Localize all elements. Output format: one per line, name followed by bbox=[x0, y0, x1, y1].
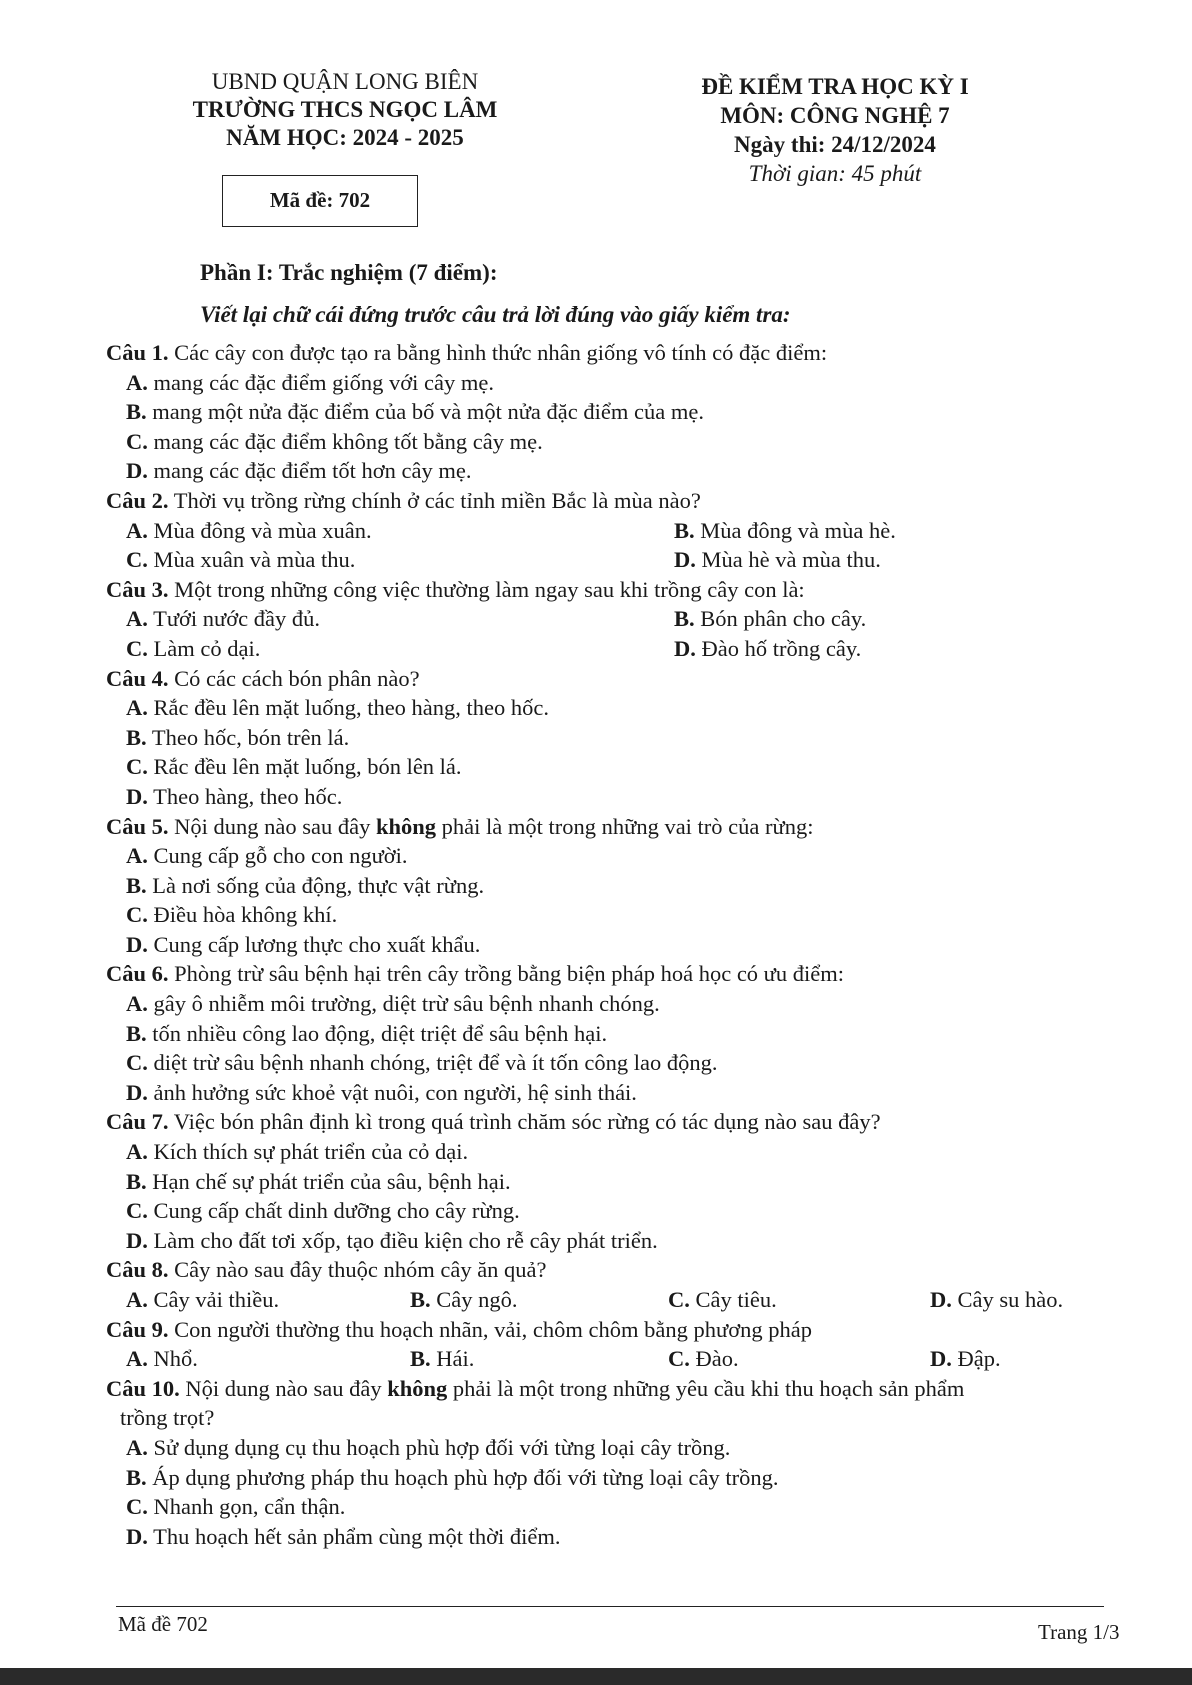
exam-subject: MÔN: CÔNG NGHỆ 7 bbox=[720, 103, 950, 128]
option-a bbox=[106, 841, 1106, 871]
option-b bbox=[106, 871, 1106, 901]
question-stem bbox=[106, 1315, 1106, 1345]
option-list bbox=[106, 1285, 1106, 1315]
option-c bbox=[106, 1196, 1106, 1226]
question-text: Thời vụ trồng rừng chính ở các tỉnh miền Bắc là mùa nào? bbox=[168, 487, 701, 513]
option-d bbox=[106, 1226, 1106, 1256]
question-stem bbox=[106, 486, 1106, 516]
option-letter: A. bbox=[126, 843, 148, 869]
option-letter: B. bbox=[126, 399, 147, 425]
option-text: Theo hàng, theo hốc. bbox=[147, 783, 343, 809]
option-text: Đào hố trồng cây. bbox=[695, 635, 862, 661]
option-d bbox=[674, 545, 1114, 575]
question-text: Một trong những công việc thường làm ngay sau khi trồng cây con là: bbox=[168, 576, 805, 602]
option-letter: C. bbox=[126, 428, 148, 454]
option-text: diệt trừ sâu bệnh nhanh chóng, triệt để và ít tốn công lao động. bbox=[147, 1050, 718, 1076]
option-letter: B. bbox=[674, 606, 695, 632]
option-a bbox=[126, 1344, 410, 1374]
option-text: Cung cấp gỗ cho con người. bbox=[147, 843, 408, 869]
option-list bbox=[106, 989, 1106, 1107]
exam-title: ĐỀ KIỂM TRA HỌC KỲ I bbox=[701, 74, 969, 99]
option-text: Áp dụng phương pháp thu hoạch phù hợp đối với từng loại cây trồng. bbox=[146, 1464, 779, 1490]
option-text: Mùa đông và mùa xuân. bbox=[147, 517, 372, 543]
option-text: Đập. bbox=[951, 1346, 1001, 1372]
option-text: mang các đặc điểm tốt hơn cây mẹ. bbox=[147, 458, 472, 484]
option-letter: D. bbox=[930, 1287, 952, 1312]
question-text: Cây nào sau đây thuộc nhóm cây ăn quả? bbox=[168, 1257, 547, 1283]
emphasis-keyword: không bbox=[375, 813, 437, 839]
option-c bbox=[106, 752, 1106, 782]
option-text: Hái. bbox=[430, 1346, 475, 1372]
option-b bbox=[106, 723, 1106, 753]
question-5 bbox=[106, 812, 1106, 960]
option-c bbox=[106, 900, 1106, 930]
question-stem bbox=[106, 1107, 1106, 1137]
question-10 bbox=[106, 1374, 1106, 1552]
option-text: Đào. bbox=[689, 1346, 739, 1372]
footer-page-number: Trang 1/3 bbox=[1038, 1620, 1120, 1644]
question-7 bbox=[106, 1107, 1106, 1255]
option-d bbox=[674, 634, 1114, 664]
option-text: ảnh hưởng sức khoẻ vật nuôi, con người, hệ sinh thái. bbox=[147, 1079, 637, 1105]
question-text: Phòng trừ sâu bệnh hại trên cây trồng bằng biện pháp hoá học có ưu điểm: bbox=[168, 961, 844, 987]
option-letter: A. bbox=[126, 695, 148, 721]
option-text: Nhanh gọn, cẩn thận. bbox=[147, 1494, 346, 1520]
emphasis-keyword: không bbox=[387, 1375, 448, 1401]
school-name: TRƯỜNG THCS NGỌC LÂM bbox=[192, 97, 498, 122]
option-list bbox=[106, 841, 1106, 959]
section-instruction: Viết lại chữ cái đứng trước câu trả lời đúng vào giấy kiểm tra: bbox=[200, 302, 791, 327]
option-c bbox=[668, 1285, 930, 1315]
question-text: Có các cách bón phân nào? bbox=[168, 665, 420, 691]
question-3 bbox=[106, 575, 1106, 664]
question-list bbox=[106, 338, 1106, 1551]
question-stem bbox=[106, 959, 1106, 989]
question-6 bbox=[106, 959, 1106, 1107]
option-a bbox=[106, 1433, 1106, 1463]
option-d bbox=[106, 456, 1106, 486]
question-number: Câu 10. bbox=[106, 1375, 180, 1401]
option-text: Theo hốc, bón trên lá. bbox=[146, 724, 350, 750]
option-letter: D. bbox=[126, 458, 148, 484]
option-letter: C. bbox=[668, 1287, 690, 1312]
option-text: mang các đặc điểm giống với cây mẹ. bbox=[147, 369, 495, 395]
option-a bbox=[106, 368, 1106, 398]
question-number: Câu 1. bbox=[106, 340, 169, 365]
footer-divider bbox=[116, 1606, 1104, 1607]
question-1 bbox=[106, 338, 1106, 486]
option-list bbox=[106, 1137, 1106, 1255]
option-b bbox=[410, 1344, 668, 1374]
option-d bbox=[930, 1285, 1110, 1315]
option-letter: C. bbox=[126, 754, 148, 780]
option-a bbox=[126, 604, 674, 634]
option-text: Cung cấp chất dinh dưỡng cho cây rừng. bbox=[147, 1198, 520, 1224]
option-text: tốn nhiều công lao động, diệt triệt để sâu bệnh hại. bbox=[146, 1020, 608, 1046]
option-letter: A. bbox=[126, 1139, 148, 1165]
question-text: Các cây con được tạo ra bằng hình thức nhân giống vô tính có đặc điểm: bbox=[168, 340, 828, 365]
option-a bbox=[126, 516, 674, 546]
option-letter: A. bbox=[126, 991, 148, 1017]
question-number: Câu 6. bbox=[106, 961, 169, 987]
option-letter: A. bbox=[126, 1346, 148, 1372]
option-letter: D. bbox=[674, 635, 696, 661]
school-header bbox=[150, 68, 540, 152]
option-text: Mùa xuân và mùa thu. bbox=[147, 547, 356, 573]
option-letter: C. bbox=[126, 635, 148, 661]
option-text: Cung cấp lương thực cho xuất khẩu. bbox=[147, 931, 481, 957]
option-letter: B. bbox=[126, 872, 147, 898]
option-letter: C. bbox=[126, 547, 148, 573]
option-text: Nhổ. bbox=[147, 1346, 198, 1372]
option-letter: D. bbox=[930, 1346, 952, 1372]
option-letter: D. bbox=[126, 783, 148, 809]
option-text: Mùa hè và mùa thu. bbox=[695, 547, 881, 573]
option-a bbox=[126, 1285, 410, 1315]
option-text: Điều hòa không khí. bbox=[147, 902, 338, 928]
option-letter: A. bbox=[126, 369, 148, 395]
exam-duration: Thời gian: 45 phút bbox=[748, 161, 922, 186]
scan-border bbox=[0, 1668, 1192, 1685]
option-d bbox=[106, 930, 1106, 960]
question-stem bbox=[106, 338, 1106, 368]
exam-date: Ngày thi: 24/12/2024 bbox=[734, 132, 936, 157]
option-text: mang một nửa đặc điểm của bố và một nửa đặc điểm của mẹ. bbox=[146, 399, 704, 425]
option-c bbox=[126, 634, 674, 664]
option-letter: D. bbox=[126, 1079, 148, 1105]
option-text: Là nơi sống của động, thực vật rừng. bbox=[146, 872, 485, 898]
question-text: Nội dung nào sau đây bbox=[168, 813, 376, 839]
option-letter: C. bbox=[126, 1494, 148, 1520]
option-letter: C. bbox=[126, 1050, 148, 1076]
option-text: Mùa đông và mùa hè. bbox=[694, 517, 896, 543]
option-d bbox=[106, 1522, 1106, 1552]
option-letter: B. bbox=[126, 1464, 147, 1490]
question-stem bbox=[106, 1374, 1106, 1404]
option-letter: C. bbox=[126, 902, 148, 928]
option-letter: B. bbox=[126, 1168, 147, 1194]
question-number: Câu 3. bbox=[106, 576, 169, 602]
question-number: Câu 8. bbox=[106, 1257, 169, 1283]
option-letter: D. bbox=[126, 931, 148, 957]
option-b bbox=[106, 1463, 1106, 1493]
option-b bbox=[106, 1167, 1106, 1197]
option-text: Cây vải thiều. bbox=[147, 1287, 280, 1312]
option-b bbox=[106, 397, 1106, 427]
option-letter: B. bbox=[674, 517, 695, 543]
question-number: Câu 9. bbox=[106, 1316, 169, 1342]
option-b bbox=[410, 1285, 668, 1315]
option-b bbox=[106, 1019, 1106, 1049]
option-b bbox=[674, 516, 1114, 546]
question-number: Câu 7. bbox=[106, 1109, 169, 1135]
option-d bbox=[930, 1344, 1110, 1374]
option-list bbox=[106, 693, 1106, 811]
question-9 bbox=[106, 1315, 1106, 1374]
option-list bbox=[106, 368, 1106, 486]
option-text: Tưới nước đầy đủ. bbox=[147, 606, 320, 632]
option-list bbox=[106, 1344, 1106, 1374]
question-stem bbox=[106, 664, 1106, 694]
option-letter: C. bbox=[126, 1198, 148, 1224]
option-list bbox=[106, 516, 1106, 575]
option-c bbox=[106, 427, 1106, 457]
option-b bbox=[674, 604, 1114, 634]
option-text: Kích thích sự phát triển của cỏ dại. bbox=[147, 1139, 469, 1165]
option-d bbox=[106, 1078, 1106, 1108]
exam-code-box: Mã đề: 702 bbox=[222, 175, 418, 227]
question-stem bbox=[106, 575, 1106, 605]
option-text: gây ô nhiễm môi trường, diệt trừ sâu bệnh nhanh chóng. bbox=[147, 991, 660, 1017]
question-number: Câu 5. bbox=[106, 813, 169, 839]
exam-header bbox=[650, 72, 1020, 188]
question-2 bbox=[106, 486, 1106, 575]
option-c bbox=[668, 1344, 930, 1374]
option-text: Làm cỏ dại. bbox=[147, 635, 261, 661]
question-number: Câu 2. bbox=[106, 487, 169, 513]
option-letter: A. bbox=[126, 517, 148, 543]
option-letter: D. bbox=[674, 547, 696, 573]
district-name: UBND QUẬN LONG BIÊN bbox=[211, 69, 479, 94]
question-8 bbox=[106, 1255, 1106, 1314]
question-text: Việc bón phân định kì trong quá trình chăm sóc rừng có tác dụng nào sau đây? bbox=[168, 1109, 881, 1135]
option-text: Làm cho đất tơi xốp, tạo điều kiện cho rễ cây phát triển. bbox=[147, 1227, 658, 1253]
option-letter: B. bbox=[126, 724, 147, 750]
question-number: Câu 4. bbox=[106, 665, 169, 691]
option-letter: D. bbox=[126, 1523, 148, 1549]
option-a bbox=[106, 989, 1106, 1019]
school-year: NĂM HỌC: 2024 - 2025 bbox=[226, 125, 464, 150]
option-list bbox=[106, 604, 1106, 663]
option-text: Hạn chế sự phát triển của sâu, bệnh hại. bbox=[146, 1168, 511, 1194]
question-stem bbox=[106, 1255, 1106, 1285]
option-text: Cây tiêu. bbox=[689, 1287, 777, 1312]
option-text: Cây su hào. bbox=[951, 1287, 1064, 1312]
option-text: Thu hoạch hết sản phẩm cùng một thời điểm. bbox=[147, 1523, 561, 1549]
option-letter: D. bbox=[126, 1227, 148, 1253]
option-text: Bón phân cho cây. bbox=[694, 606, 867, 632]
question-text: Nội dung nào sau đây bbox=[179, 1375, 388, 1401]
option-letter: B. bbox=[126, 1020, 147, 1046]
option-letter: B. bbox=[410, 1346, 431, 1372]
option-text: Rắc đều lên mặt luống, theo hàng, theo hốc. bbox=[147, 695, 550, 721]
section-title: Phần I: Trắc nghiệm (7 điểm): bbox=[200, 260, 498, 285]
option-text: Rắc đều lên mặt luống, bón lên lá. bbox=[147, 754, 462, 780]
option-letter: A. bbox=[126, 1434, 148, 1460]
question-stem bbox=[106, 812, 1106, 842]
question-text: phải là một trong những yêu cầu khi thu hoạch sản phẩm bbox=[447, 1375, 965, 1401]
option-a bbox=[106, 693, 1106, 723]
option-text: Sử dụng dụng cụ thu hoạch phù hợp đối với từng loại cây trồng. bbox=[147, 1434, 731, 1460]
option-d bbox=[106, 782, 1106, 812]
question-text: Con người thường thu hoạch nhãn, vải, chôm chôm bằng phương pháp bbox=[168, 1316, 812, 1342]
option-a bbox=[106, 1137, 1106, 1167]
question-text: phải là một trong những vai trò của rừng: bbox=[436, 813, 814, 839]
option-letter: C. bbox=[668, 1346, 690, 1372]
option-letter: A. bbox=[126, 606, 148, 632]
question-text-continued: trồng trọt? bbox=[120, 1405, 215, 1431]
option-c bbox=[106, 1048, 1106, 1078]
option-letter: B. bbox=[410, 1287, 431, 1312]
option-c bbox=[126, 545, 674, 575]
footer-exam-code: Mã đề 702 bbox=[118, 1612, 208, 1636]
option-list bbox=[106, 1433, 1106, 1551]
option-text: Cây ngô. bbox=[430, 1287, 518, 1312]
option-text: mang các đặc điểm không tốt bằng cây mẹ. bbox=[147, 428, 543, 454]
option-letter: A. bbox=[126, 1287, 148, 1312]
question-4 bbox=[106, 664, 1106, 812]
option-c bbox=[106, 1492, 1106, 1522]
